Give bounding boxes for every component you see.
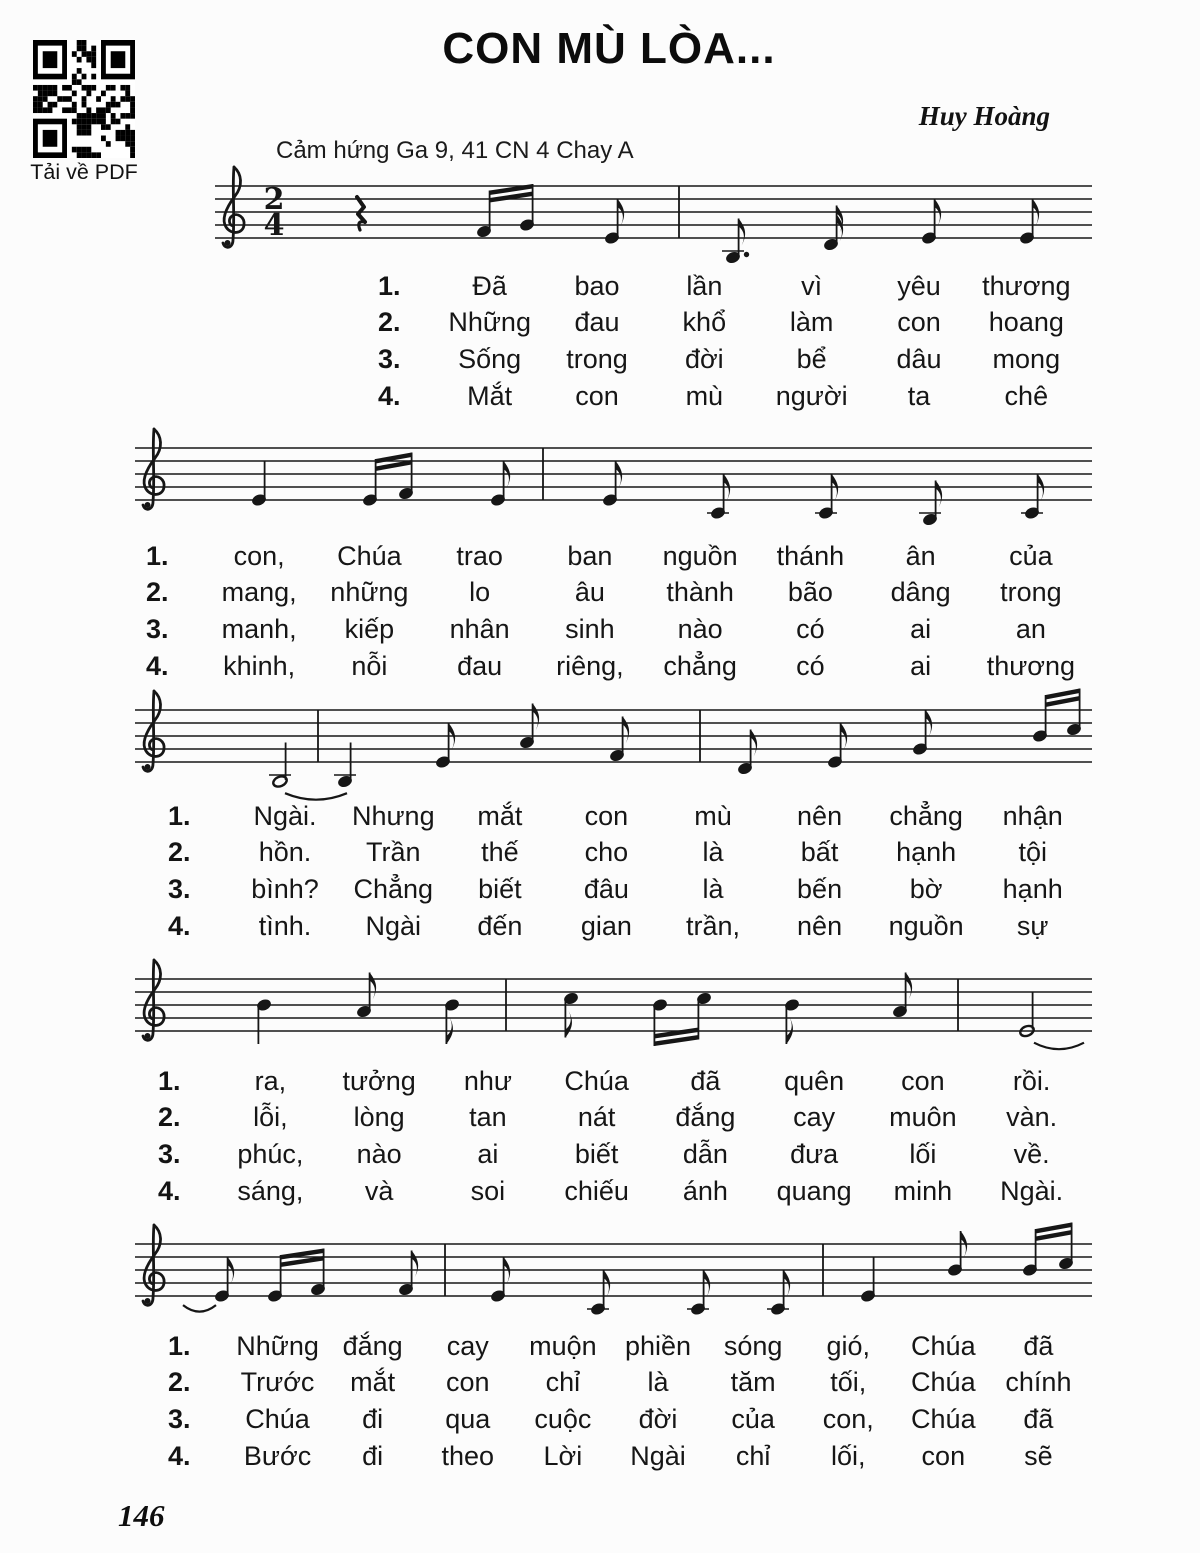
- lyric-word: Trước: [240, 1367, 315, 1398]
- lyric-word: về.: [1013, 1138, 1050, 1169]
- lyric-word: cay: [446, 1330, 489, 1361]
- lyric-row: [378, 378, 1080, 415]
- lyric-word: đau: [574, 307, 620, 338]
- lyric-word: đi: [362, 1403, 384, 1434]
- lyric-word: Ngài: [630, 1440, 686, 1471]
- lyric-word: người: [775, 380, 848, 411]
- lyric-word: riêng,: [556, 650, 624, 681]
- lyric-word: đi: [362, 1440, 384, 1471]
- lyric-word: đắng: [342, 1330, 403, 1361]
- lyric-word: đời: [638, 1403, 678, 1434]
- lyric-word: sẽ: [1024, 1440, 1053, 1471]
- lyric-word: có: [796, 650, 825, 681]
- lyric-word: trong: [566, 343, 628, 374]
- lyric-word: tưởng: [342, 1065, 416, 1096]
- lyric-word: bao: [574, 270, 620, 301]
- lyric-word: dâng: [890, 577, 951, 608]
- lyric-word: nên: [797, 800, 843, 831]
- lyric-word: Chúa: [911, 1367, 976, 1398]
- lyric-word: mong: [992, 343, 1061, 374]
- verse-number: 3.: [146, 613, 169, 644]
- lyric-word: Nhưng: [351, 800, 435, 831]
- verse-number: 1.: [378, 270, 401, 301]
- lyric-word: và: [364, 1175, 394, 1206]
- lyric-word: vàn.: [1006, 1102, 1058, 1133]
- lyric-row: [158, 1063, 1086, 1100]
- verse-number: 1.: [168, 1330, 191, 1361]
- lyric-word: nhận: [1002, 800, 1063, 831]
- lyric-row: [146, 611, 1086, 648]
- lyric-word: Chẳng: [353, 873, 434, 904]
- lyric-word: chẳng: [663, 650, 737, 681]
- lyric-word: lối: [909, 1138, 937, 1169]
- lyric-word: ban: [567, 540, 613, 571]
- lyric-word: như: [463, 1065, 512, 1096]
- lyric-word: Ngài.: [253, 800, 317, 831]
- lyric-word: thương: [982, 270, 1071, 301]
- lyric-word: bất: [800, 837, 839, 868]
- lyric-row: [378, 268, 1080, 305]
- verse-number: 1.: [168, 800, 191, 831]
- lyric-row: [168, 835, 1086, 872]
- lyric-word: con,: [822, 1403, 874, 1434]
- verse-number: 4.: [146, 650, 169, 681]
- lyric-word: âu: [574, 577, 605, 608]
- verse-number: 2.: [168, 837, 191, 868]
- lyric-word: soi: [470, 1175, 506, 1206]
- lyric-word: tình.: [258, 910, 312, 941]
- lyric-word: đã: [1023, 1330, 1054, 1361]
- inspiration-note: Cảm hứng Ga 9, 41 CN 4 Chay A: [276, 137, 634, 164]
- composer-name: Huy Hoàng: [918, 101, 1050, 131]
- lyric-row: [168, 1328, 1086, 1365]
- lyric-word: mắt: [350, 1367, 396, 1398]
- lyric-word: con,: [233, 540, 285, 571]
- lyric-word: sinh: [565, 613, 615, 644]
- lyric-word: biết: [478, 873, 522, 904]
- lyric-word: quang: [776, 1175, 852, 1206]
- lyric-word: bình?: [251, 873, 319, 904]
- page-number: 146: [118, 1498, 165, 1533]
- lyric-word: Ngài: [365, 910, 422, 941]
- lyric-word: thành: [666, 577, 734, 608]
- verse-number: 3.: [168, 1403, 191, 1434]
- lyric-word: nguồn: [888, 910, 964, 941]
- music-staff-2: [0, 408, 1200, 558]
- lyric-word: tăm: [730, 1367, 776, 1398]
- qr-code[interactable]: [33, 40, 135, 158]
- verse-number: 3.: [378, 343, 401, 374]
- lyric-row: [168, 871, 1086, 908]
- lyric-word: của: [731, 1403, 775, 1434]
- lyric-word: Những: [236, 1330, 319, 1361]
- lyric-word: ánh: [682, 1175, 728, 1206]
- lyric-word: biết: [574, 1138, 619, 1169]
- lyric-word: nên: [797, 910, 843, 941]
- lyric-row: [168, 798, 1086, 835]
- lyrics-block-2: [146, 538, 1086, 684]
- verse-number: 4.: [168, 1440, 191, 1471]
- lyric-word: khinh,: [223, 650, 296, 681]
- staff-svg: [0, 408, 1200, 558]
- qr-caption-link[interactable]: Tải về PDF: [30, 160, 138, 184]
- lyric-word: Chúa: [911, 1330, 976, 1361]
- lyric-word: hồn.: [258, 837, 312, 868]
- lyric-word: con: [901, 1065, 945, 1096]
- lyric-word: qua: [445, 1403, 491, 1434]
- lyric-word: vì: [801, 270, 823, 301]
- lyric-word: lần: [686, 270, 723, 301]
- lyric-word: chỉ: [735, 1440, 771, 1471]
- lyric-word: tan: [469, 1102, 507, 1133]
- lyric-word: con: [897, 307, 941, 338]
- lyric-word: Chúa: [911, 1403, 976, 1434]
- lyric-word: bờ: [909, 873, 943, 904]
- lyric-word: ai: [477, 1138, 499, 1169]
- lyrics-block-1: [378, 268, 1080, 414]
- lyric-word: là: [647, 1367, 669, 1398]
- lyric-word: ra,: [254, 1065, 287, 1096]
- song-title: CON MÙ LÒA...: [442, 24, 776, 73]
- lyric-word: hạnh: [896, 837, 957, 868]
- lyric-word: khổ: [682, 307, 727, 338]
- verse-number: 4.: [158, 1175, 181, 1206]
- lyric-row: [146, 648, 1086, 685]
- lyric-word: là: [702, 873, 724, 904]
- verse-number: 3.: [168, 873, 191, 904]
- lyric-word: nát: [577, 1102, 616, 1133]
- lyric-word: đâu: [583, 873, 629, 904]
- verse-number: 1.: [146, 540, 169, 571]
- lyric-word: chẳng: [889, 800, 963, 831]
- lyric-word: ai: [910, 613, 932, 644]
- lyric-word: nỗi: [351, 650, 388, 681]
- lyric-word: tối,: [830, 1367, 867, 1398]
- lyric-word: con: [921, 1440, 966, 1471]
- lyric-row: [146, 575, 1086, 612]
- verse-number: 2.: [378, 307, 401, 338]
- lyric-word: gian: [580, 910, 632, 941]
- lyric-word: sóng: [723, 1330, 783, 1361]
- lyric-word: trong: [1000, 577, 1062, 608]
- lyric-word: dẫn: [682, 1138, 728, 1169]
- lyric-word: ta: [907, 380, 931, 411]
- verse-number: 2.: [158, 1102, 181, 1133]
- lyric-word: muộn: [529, 1330, 597, 1361]
- lyric-word: nhân: [449, 613, 510, 644]
- lyric-word: phúc,: [237, 1138, 304, 1169]
- lyric-word: Chúa: [564, 1065, 629, 1096]
- lyric-word: đưa: [790, 1138, 839, 1169]
- lyric-word: là: [702, 837, 724, 868]
- lyric-word: cuộc: [534, 1403, 592, 1434]
- lyric-word: chỉ: [545, 1367, 581, 1398]
- lyric-word: đau: [457, 650, 503, 681]
- lyric-word: ân: [905, 540, 936, 571]
- svg-text:2: 2: [263, 182, 285, 217]
- lyric-word: lỗi,: [253, 1102, 288, 1133]
- lyric-word: theo: [441, 1440, 495, 1471]
- lyric-row: [168, 1438, 1086, 1475]
- lyric-word: chính: [1005, 1367, 1072, 1398]
- lyric-word: mang,: [221, 577, 297, 608]
- verse-number: 2.: [168, 1367, 191, 1398]
- lyric-word: trao: [456, 540, 503, 571]
- lyric-word: Chúa: [245, 1403, 310, 1434]
- lyric-word: có: [796, 613, 825, 644]
- lyric-word: Trần: [366, 837, 421, 868]
- lyric-word: làm: [789, 307, 834, 338]
- svg-text:4: 4: [263, 208, 285, 243]
- lyric-word: yêu: [897, 270, 941, 301]
- lyric-word: muôn: [889, 1102, 957, 1133]
- lyric-word: ai: [910, 650, 932, 681]
- lyrics-block-4: [158, 1063, 1086, 1209]
- lyric-word: sự: [1016, 910, 1049, 941]
- verse-number: 4.: [378, 380, 401, 411]
- lyric-word: Đã: [472, 270, 507, 301]
- lyric-word: lối,: [830, 1440, 866, 1471]
- lyric-word: lo: [469, 577, 491, 608]
- lyric-word: tội: [1018, 837, 1047, 868]
- lyric-row: [168, 908, 1086, 945]
- lyric-word: bão: [787, 577, 833, 608]
- lyric-word: phiền: [624, 1330, 692, 1361]
- verse-number: 1.: [158, 1065, 181, 1096]
- lyric-row: [146, 538, 1086, 575]
- lyric-word: hạnh: [1002, 873, 1063, 904]
- lyric-row: [168, 1365, 1086, 1402]
- lyric-row: [158, 1173, 1086, 1210]
- lyric-word: cay: [793, 1102, 836, 1133]
- lyric-word: kiếp: [344, 613, 395, 644]
- verse-number: 3.: [158, 1138, 181, 1169]
- lyric-word: Sống: [458, 343, 522, 374]
- lyric-word: Lời: [543, 1440, 583, 1471]
- lyric-word: Những: [448, 307, 531, 338]
- lyric-word: đắng: [675, 1102, 736, 1133]
- lyric-word: đời: [684, 343, 724, 374]
- lyric-word: bể: [796, 343, 827, 374]
- lyric-word: an: [1015, 613, 1046, 644]
- lyric-row: [158, 1100, 1086, 1137]
- lyric-row: [378, 305, 1080, 342]
- lyric-row: [168, 1401, 1086, 1438]
- lyric-word: con: [575, 380, 619, 411]
- lyric-word: chiếu: [564, 1175, 629, 1206]
- lyric-word: của: [1009, 540, 1053, 571]
- verse-number: 4.: [168, 910, 191, 941]
- lyric-word: cho: [584, 837, 629, 868]
- lyrics-block-5: [168, 1328, 1086, 1474]
- lyric-word: nguồn: [662, 540, 738, 571]
- lyric-word: rồi.: [1012, 1065, 1051, 1096]
- lyric-word: trần,: [685, 910, 740, 941]
- lyric-word: quên: [784, 1065, 845, 1096]
- lyric-word: dâu: [896, 343, 942, 374]
- lyric-word: gió,: [826, 1330, 870, 1361]
- verse-number: 2.: [146, 577, 169, 608]
- lyric-word: Bước: [243, 1440, 312, 1471]
- lyric-word: thánh: [776, 540, 845, 571]
- lyric-word: sáng,: [237, 1175, 304, 1206]
- lyric-word: Ngài.: [1000, 1175, 1064, 1206]
- lyric-word: thương: [986, 650, 1076, 681]
- lyric-word: mù: [685, 380, 724, 411]
- lyric-word: nào: [356, 1138, 402, 1169]
- lyric-word: chê: [1004, 380, 1049, 411]
- lyric-word: đến: [477, 910, 523, 941]
- lyric-word: minh: [893, 1175, 953, 1206]
- lyric-word: Mắt: [467, 380, 513, 411]
- lyric-word: mù: [694, 800, 732, 831]
- lyric-word: con: [446, 1367, 490, 1398]
- lyric-word: thế: [481, 837, 519, 868]
- lyric-word: con: [584, 800, 629, 831]
- lyrics-block-3: [168, 798, 1086, 944]
- lyric-row: [158, 1136, 1086, 1173]
- lyric-word: hoang: [988, 307, 1064, 338]
- lyric-word: mắt: [477, 800, 523, 831]
- lyric-word: bến: [797, 873, 843, 904]
- lyric-word: nào: [677, 613, 723, 644]
- lyric-word: lòng: [353, 1102, 405, 1133]
- lyric-word: đã: [1023, 1403, 1054, 1434]
- lyric-word: những: [330, 577, 409, 608]
- lyric-word: Chúa: [337, 540, 402, 571]
- lyric-word: manh,: [221, 613, 297, 644]
- lyric-word: đã: [690, 1065, 721, 1096]
- lyric-row: [378, 341, 1080, 378]
